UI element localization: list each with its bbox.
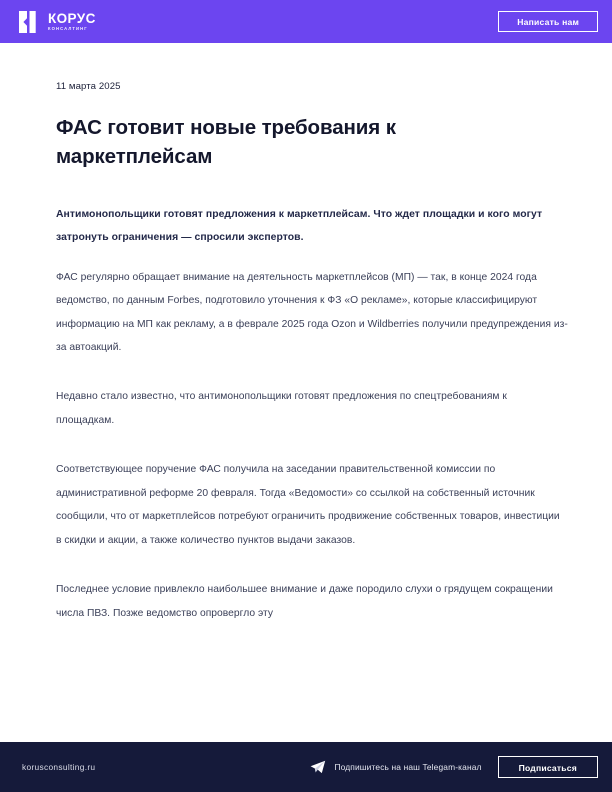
telegram-paper-plane-icon <box>310 760 326 774</box>
site-footer <box>0 742 612 792</box>
article-body <box>56 266 568 626</box>
site-header <box>0 0 612 43</box>
footer-telegram-block <box>310 760 481 774</box>
page-title: ФАС готовит новые требования к маркетплейсам <box>56 116 396 169</box>
brand-name: КОРУС <box>48 10 96 26</box>
korus-logo-icon <box>19 11 41 33</box>
contact-us-button[interactable]: Написать нам <box>498 11 598 32</box>
brand-logo[interactable] <box>19 11 96 33</box>
article-content <box>0 43 612 625</box>
footer-site-url[interactable]: korusconsulting.ru <box>22 762 96 772</box>
subscribe-button[interactable]: Подписаться <box>498 756 598 778</box>
article-paragraph: Недавно стало известно, что антимонопольщики готовят предложения по спецтребованиям к площадкам. <box>56 391 507 426</box>
article-date: 11 марта 2025 <box>56 81 121 92</box>
footer-telegram-label: Подпишитесь на наш Telegam-канал <box>334 762 482 772</box>
brand-subtitle: КОНСАЛТИНГ <box>48 26 88 32</box>
brand-wordmark <box>48 12 96 32</box>
article-paragraph: Последнее условие привлекло наибольшее внимание и даже породило слухи о грядущем сокращении числа ПВЗ. Позже ведомство опровергло эту <box>56 584 553 619</box>
article-paragraph: Соответствующее поручение ФАС получила на заседании правительственной комиссии по административной реформе 20 февраля. Тогда «Ведомости» со ссылкой на собственный источник сообщили, что от маркетплейсов потребуют ограничить продвижение собственных товаров, инвестиции в скидки и акции, а также количество пунктов выдачи заказов. <box>56 464 560 546</box>
article-lead: Антимонопольщики готовят предложения к маркетплейсам. Что ждет площадки и кого могут затронуть ограничения — спросили экспертов. <box>56 209 543 243</box>
article-paragraph: ФАС регулярно обращает внимание на деятельность маркетплейсов (МП) — так, в конце 2024 года ведомство, по данным Forbes, подготовило уточнения к ФЗ «О рекламе», которые классифицируют информацию на МП как рекламу, а в феврале 2025 года Ozon и Wildberries получили предупреждения из-за автоакций. <box>56 271 568 353</box>
